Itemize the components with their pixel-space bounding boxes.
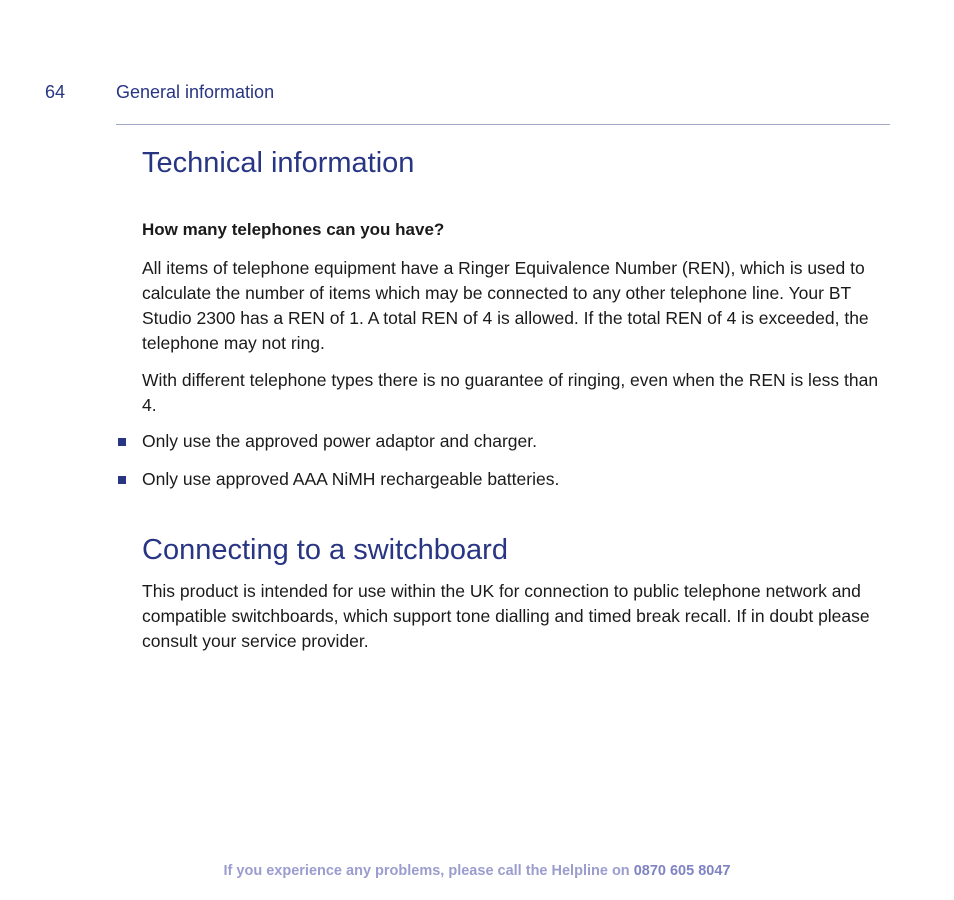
header-divider [116,124,890,125]
ren-paragraph: All items of telephone equipment have a Ringer Equivalence Number (REN), which is used to calculate the number of items which may be connected to any other telephone line. Your BT Studio 2300 has a REN of 1. A total REN of 4 is allowed. If the total REN of 4 is exceeded, the telephone may not ring. [142,258,869,353]
helpline-footer [0,863,954,879]
ren-subheading: How many telephones can you have? [142,220,445,239]
square-bullet-icon [118,438,126,446]
ringing-paragraph: With different telephone types there is no guarantee of ringing, even when the REN is less than 4. [142,370,879,415]
bullet-text: Only use the approved power adaptor and charger. [142,431,537,451]
switchboard-title: Connecting to a switchboard [142,534,508,566]
page-number: 64 [45,82,66,102]
switchboard-paragraph: This product is intended for use within the UK for connection to public telephone network and compatible switchboards, which support tone dialling and timed break recall. If in doubt please consult your service provider. [142,581,870,651]
helpline-phone-number: 0870 605 8047 [633,863,731,879]
running-header: General information [116,82,275,102]
technical-information-title: Technical information [142,147,415,179]
footer-text: If you experience any problems, please call the Helpline on [223,863,630,879]
bullet-text: Only use approved AAA NiMH rechargeable batteries. [142,469,560,489]
square-bullet-icon [118,476,126,484]
